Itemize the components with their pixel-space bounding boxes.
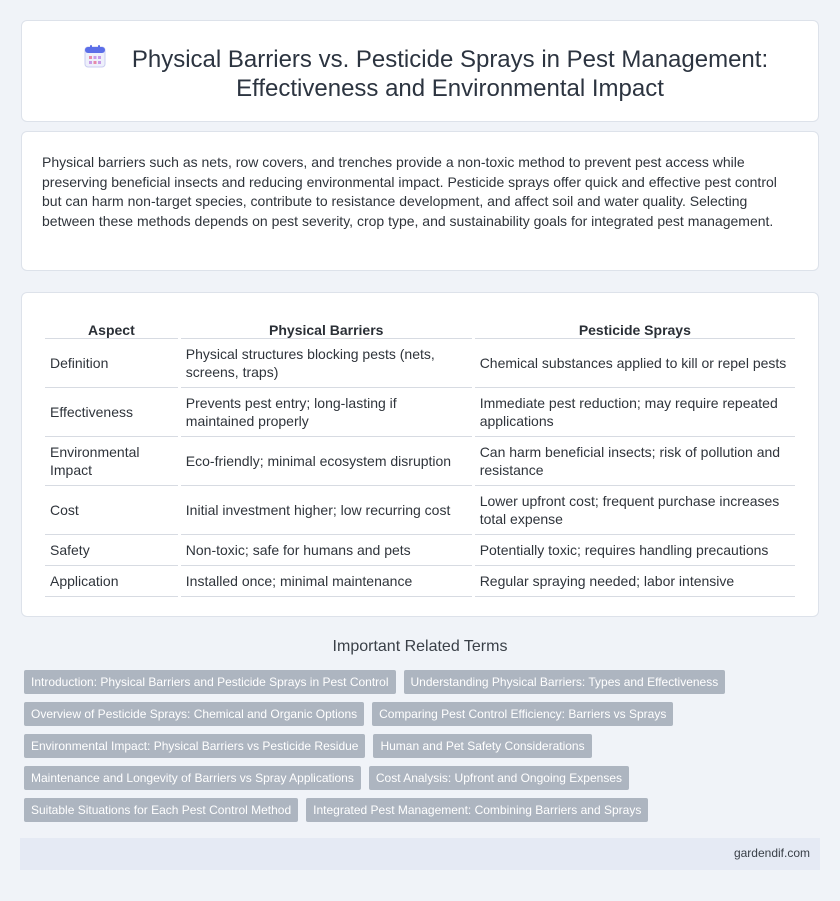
comparison-table xyxy=(42,316,798,597)
cell-aspect: Cost xyxy=(45,486,178,535)
related-term-tag[interactable]: Environmental Impact: Physical Barriers vs Pesticide Residue xyxy=(24,734,365,758)
header-pesticide-sprays: Pesticide Sprays xyxy=(475,316,795,339)
cell-physical: Physical structures blocking pests (nets, screens, traps) xyxy=(181,339,472,388)
related-term-tag[interactable]: Overview of Pesticide Sprays: Chemical and Organic Options xyxy=(24,702,364,726)
table-header-row xyxy=(45,316,795,339)
cell-pesticide: Regular spraying needed; labor intensive xyxy=(475,566,795,597)
title-card xyxy=(21,20,819,122)
cell-pesticide: Immediate pest reduction; may require repeated applications xyxy=(475,388,795,437)
related-term-tag[interactable]: Cost Analysis: Upfront and Ongoing Expenses xyxy=(369,766,629,790)
cell-pesticide: Can harm beneficial insects; risk of pollution and resistance xyxy=(475,437,795,486)
footer-site-link[interactable]: gardendif.com xyxy=(733,846,810,860)
cell-aspect: Application xyxy=(45,566,178,597)
title-line-1: Physical Barriers vs. Pesticide Sprays in Pest Management: xyxy=(131,46,769,73)
intro-card xyxy=(21,131,819,271)
title-line-2: Effectiveness and Environmental Impact xyxy=(236,75,664,102)
related-term-tag[interactable]: Understanding Physical Barriers: Types and Effectiveness xyxy=(404,670,726,694)
header-aspect: Aspect xyxy=(45,316,178,339)
footer xyxy=(20,838,820,870)
cell-pesticide: Chemical substances applied to kill or repel pests xyxy=(475,339,795,388)
calendar-icon xyxy=(84,44,106,68)
cell-aspect: Environmental Impact xyxy=(45,437,178,486)
related-term-tag[interactable]: Introduction: Physical Barriers and Pesticide Sprays in Pest Control xyxy=(24,670,396,694)
table-row xyxy=(45,486,795,535)
table-row xyxy=(45,535,795,566)
comparison-table-card xyxy=(21,292,819,617)
cell-pesticide: Lower upfront cost; frequent purchase increases total expense xyxy=(475,486,795,535)
cell-pesticide: Potentially toxic; requires handling precautions xyxy=(475,535,795,566)
related-terms-title: Important Related Terms xyxy=(332,638,508,655)
related-term-tag[interactable]: Human and Pet Safety Considerations xyxy=(373,734,591,758)
intro-paragraph: Physical barriers such as nets, row covers, and trenches provide a non-toxic method to prevent pest access while preserving beneficial insects and reducing environmental impact. Pesticide sprays offer quick and effective pest control but can harm non-target species, contribute to resistance development, and affect soil and water quality. Selecting between these methods depends on pest severity, crop type, and sustainability goals for integrated pest management. xyxy=(42,154,777,229)
table-row xyxy=(45,388,795,437)
related-term-tag[interactable]: Suitable Situations for Each Pest Control Method xyxy=(24,798,298,822)
cell-physical: Prevents pest entry; long-lasting if maintained properly xyxy=(181,388,472,437)
cell-physical: Eco-friendly; minimal ecosystem disruption xyxy=(181,437,472,486)
table-row xyxy=(45,566,795,597)
cell-aspect: Effectiveness xyxy=(45,388,178,437)
table-row xyxy=(45,437,795,486)
related-terms-list xyxy=(24,670,814,830)
cell-aspect: Safety xyxy=(45,535,178,566)
page-title xyxy=(122,45,778,103)
cell-physical: Initial investment higher; low recurring cost xyxy=(181,486,472,535)
cell-physical: Non-toxic; safe for humans and pets xyxy=(181,535,472,566)
related-term-tag[interactable]: Comparing Pest Control Efficiency: Barriers vs Sprays xyxy=(372,702,673,726)
table-row xyxy=(45,339,795,388)
cell-aspect: Definition xyxy=(45,339,178,388)
related-term-tag[interactable]: Maintenance and Longevity of Barriers vs Spray Applications xyxy=(24,766,361,790)
header-physical-barriers: Physical Barriers xyxy=(181,316,472,339)
cell-physical: Installed once; minimal maintenance xyxy=(181,566,472,597)
related-term-tag[interactable]: Integrated Pest Management: Combining Barriers and Sprays xyxy=(306,798,648,822)
